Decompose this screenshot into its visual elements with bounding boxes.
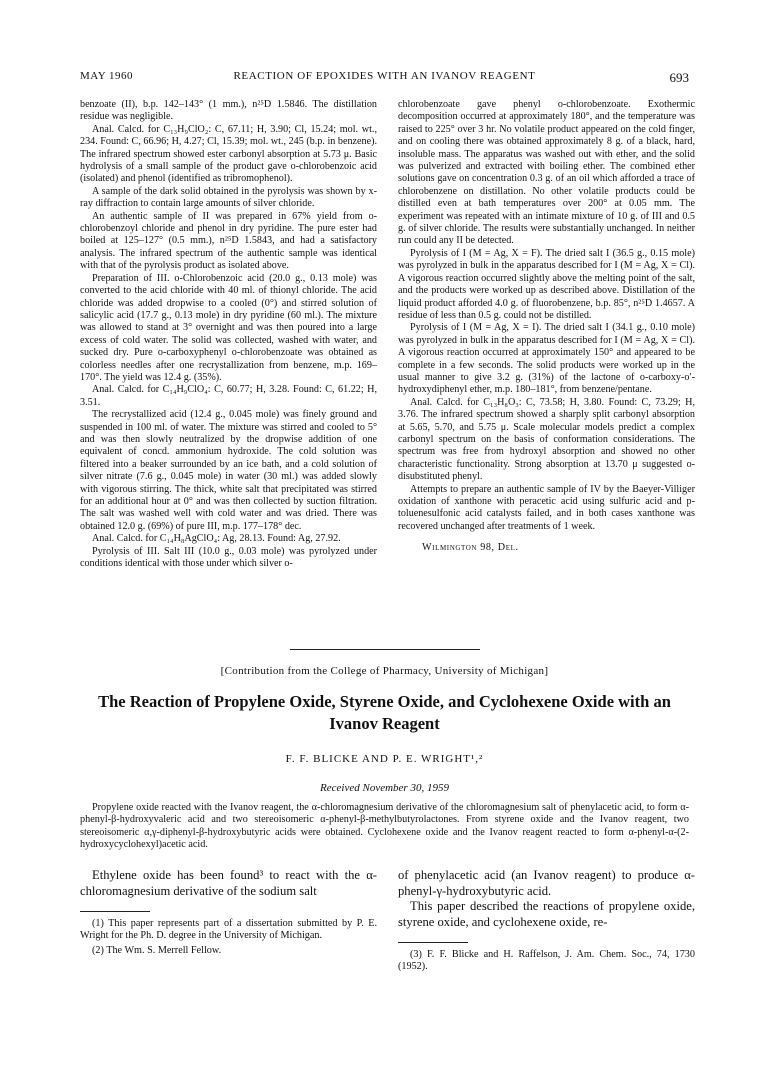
paragraph: Attempts to prepare an authentic sample of IV by the Baeyer-Villiger oxidation of xanthone with peracetic acid using sulfuric acid and p-toluenesulfonic acid catalysts failed, and in both cases xanthone was recovered unchanged after treatments of 1 week. — [398, 483, 695, 532]
paragraph: benzoate (II), b.p. 142–143° (1 mm.), n²⁵D 1.5846. The distillation residue was negligible. — [80, 99, 377, 123]
paragraph: This paper described the reactions of propylene oxide, styrene oxide, and cyclohexene oxide, re- — [398, 899, 695, 929]
intro-right-column — [398, 868, 695, 974]
paragraph: Ethylene oxide has been found³ to react with the α-chloromagnesium derivative of the sodium salt — [80, 868, 377, 898]
experimental-left-column — [80, 99, 377, 570]
paragraph: Pyrolysis of I (M = Ag, X = F). The dried salt I (36.5 g., 0.15 mole) was pyrolyzed in bulk in the apparatus described for I (M = Ag, X = Cl). A vigorous reaction occurred slightly above the melting point of the salt, and the products were worked up as described above. Distillation of the liquid product afforded 4.0 g. of fluorobenzene, b.p. 85°, n²⁵D 1.4657. A residue of less than 0.5 g. could not be distilled. — [398, 247, 695, 321]
paragraph: Pyrolysis of III. Salt III (10.0 g., 0.03 mole) was pyrolyzed under conditions identical with those under which silver o- — [80, 545, 377, 570]
paragraph: A sample of the dark solid obtained in the pyrolysis was shown by x-ray diffraction to contain large amounts of silver chloride. — [80, 185, 377, 210]
paragraph: The recrystallized acid (12.4 g., 0.045 mole) was finely ground and suspended in 100 ml. of water. The mixture was stirred and cooled to 5° and was then slowly neutralized by the dropwise addition of one equivalent of concd. ammonium hydroxide. The cold solution was filtered into a beaker surrounded by an ice bath, and a cold solution of silver nitrate (7.6 g., 0.045 mole) in water (30 ml.) was added slowly with vigorous stirring. The thick, white salt that precipitated was stirred for an additional hour at 0° and was then collected by suction filtration. The salt was washed well with cold water and was dried. There was obtained 12.0 g. (69%) of pure III, m.p. 177–178° dec. — [80, 409, 377, 532]
intro-left-column — [80, 868, 377, 957]
footnote: (2) The Wm. S. Merrell Fellow. — [92, 944, 222, 956]
contribution-line: [Contribution from the College of Pharmacy, University of Michigan] — [220, 665, 549, 677]
footnote: (1) This paper represents part of a dissertation submitted by P. E. Wright for the Ph. D. degree in the University of Michigan. — [80, 918, 377, 942]
header-title: REACTION OF EPOXIDES WITH AN IVANOV REAGENT — [233, 70, 536, 82]
footnote: (3) F. F. Blicke and H. Raffelson, J. Am. Chem. Soc., 74, 1730 (1952). — [398, 949, 695, 973]
abstract: Propylene oxide reacted with the Ivanov reagent, the α-chloromagnesium derivative of the chloromagnesium salt of phenylacetic acid, to form α-phenyl-β-hydroxyvaleric acid and two stereoisomeric α-phenyl-β-methylbutyrolactones. From styrene oxide and the Ivanov reagent, two stereoisomeric α,γ-diphenyl-β-hydroxybutyric acids were obtained. Cyclohexene oxide and the Ivanov reagent reacted to form α-phenyl-α-(2-hydroxycyclohexyl)acetic acid. — [80, 802, 689, 851]
paragraph: Anal. Calcd. for C₁₃H₈O₃: C, 73.58; H, 3.80. Found: C, 73.29; H, 3.76. The infrared spectrum showed a sharply split carbonyl absorption at 5.65, 5.70, and 5.75 μ. Scale molecular models predict a complex carbonyl spectrum on the basis of conformation considerations. The spectrum was free from hydroxyl absorption and showed no other characteristic functionality. Strong absorption at 13.70 μ suggested o-disubstituted phenyl. — [398, 396, 695, 483]
footnote-divider — [398, 942, 468, 943]
paragraph: Preparation of III. o-Chlorobenzoic acid (20.0 g., 0.13 mole) was converted to the acid chloride with 40 ml. of thionyl chloride. The acid chloride was added dropwise to a cooled (0°) and stirred solution of salicylic acid (17.7 g., 0.13 mole) in dry pyridine (60 ml.). The mixture was allowed to stand at 3° overnight and was then poured into a large excess of cold water. The solid was collected, washed with water, and sucked dry. Pure o-carboxyphenyl o-chlorobenzoate was obtained as colorless needles after one recrystallization from benzene, m.p. 169–170°. The yield was 12.4 g. (35%). — [80, 272, 377, 383]
article-authors: F. F. BLICKE AND P. E. WRIGHT¹,² — [285, 753, 484, 765]
article-title: The Reaction of Propylene Oxide, Styrene Oxide, and Cyclohexene Oxide with an Ivanov Reagent — [98, 692, 671, 733]
location-signature: Wilmington 98, Del. — [422, 542, 519, 554]
paragraph: Pyrolysis of I (M = Ag, X = I). The dried salt I (34.1 g., 0.10 mole) was pyrolyzed in bulk in the apparatus described for I (M = Ag, X = Cl). A vigorous reaction occurred at approximately 150° and appeared to be complete in a few seconds. The solid products were worked up in the usual manner to give 3.2 g. (31%) of the lactone of o-carboxy-o′-hydroxydiphenyl ether, m.p. 180–181°, from benzene/pentane. — [398, 322, 695, 396]
header-date: MAY 1960 — [80, 70, 134, 82]
section-divider — [290, 649, 480, 650]
paragraph: An authentic sample of II was prepared in 67% yield from o-chlorobenzoyl chloride and phenol in dry pyridine. The pure ester had boiled at 125–127° (0.5 mm.), n²⁵D 1.5843, and had a satisfactory analysis. The infrared spectrum of the authentic sample was identical with that of the pyrolysis product as isolated above. — [80, 210, 377, 272]
footnote-divider — [80, 911, 150, 912]
paragraph: Anal. Calcd. for C₁₃H₉ClO₂: C, 67.11; H, 3.90; Cl, 15.24; mol. wt., 234. Found: C, 66.96; H, 4.27; Cl, 15.39; mol. wt., 245 (b.p. in benzene). The infrared spectrum showed ester carbonyl absorption at 5.73 μ. Basic hydrolysis of a small sample of the product gave o-chlorobenzoic acid (isolated) and phenol (identified as tribromophenol). — [80, 123, 377, 185]
paragraph: Anal. Calcd. for C₁₄H₈AgClO₄: Ag, 28.13. Found: Ag, 27.92. — [92, 533, 341, 545]
page-number: 693 — [669, 70, 689, 85]
received-date: Received November 30, 1959 — [320, 782, 449, 794]
paragraph: Anal. Calcd. for C₁₄H₉ClO₄: C, 60.77; H, 3.28. Found: C, 61.22; H, 3.51. — [80, 384, 377, 408]
running-header — [80, 70, 689, 84]
paragraph: of phenylacetic acid (an Ivanov reagent) to produce α-phenyl-γ-hydroxybutyric acid. — [398, 868, 695, 898]
experimental-right-column — [398, 99, 695, 555]
paragraph: chlorobenzoate gave phenyl o-chlorobenzoate. Exothermic decomposition occurred at approximately 180°, and the temperature was raised to 225° over 3 hr. No volatile product appeared on the cold finger, and on cooling there was obtained approximately 8 g. of a black, hard, insoluble mass. The apparatus was washed out with ether, and the solid was pulverized and extracted with boiling ether. The combined ether solutions gave on concentration 0.3 g. of an oil which afforded a trace of chlorobenzene on distillation. No other volatile products could be distilled even at bath temperatures over 200° at 0.05 mm. The experiment was repeated with an intimate mixture of 10 g. of III and 0.5 g. of silver chloride. The results were substantially unchanged. In neither run could any II be detected. — [398, 99, 695, 247]
